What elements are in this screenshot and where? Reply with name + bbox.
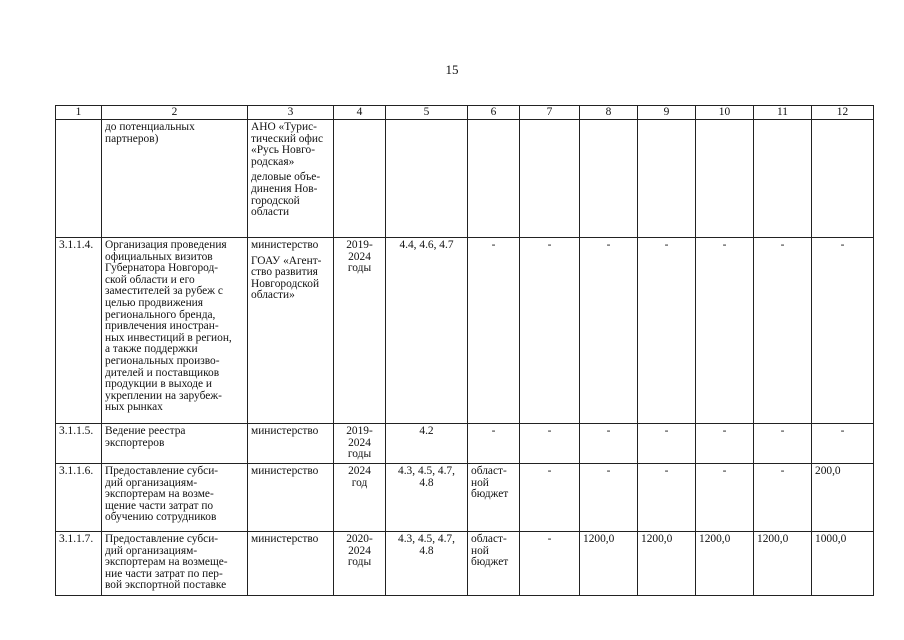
cell-text-line: родская» xyxy=(251,155,295,168)
cell-text-line: 2024 xyxy=(348,465,371,477)
funding-value-cell xyxy=(696,464,754,532)
cell-text-line: экспортерам на возме- xyxy=(105,488,214,501)
cell-text-line: ных рынках xyxy=(105,401,163,414)
funding-value-cell xyxy=(754,464,812,532)
cell-text-line: регионального бренда, xyxy=(105,308,216,321)
executor-cell xyxy=(248,424,334,464)
cell-text-line: - xyxy=(664,239,669,251)
cell-text-line: городской xyxy=(251,194,300,207)
cell-text-line: - xyxy=(606,465,611,477)
cell-text-line: динения Нов- xyxy=(251,182,318,195)
target-indicators-cell xyxy=(386,464,468,532)
cell-text-line: Организация проведения xyxy=(105,239,227,251)
cell-text-line: экспортерам на возмеще- xyxy=(105,556,228,569)
funding-value-cell xyxy=(812,120,874,238)
cell-text-line: годы xyxy=(347,448,372,461)
funding-source-cell xyxy=(468,532,520,596)
measure-number-cell xyxy=(56,238,102,424)
funding-value-cell xyxy=(638,464,696,532)
cell-text-line: до потенциальных xyxy=(105,121,195,133)
table-row xyxy=(56,120,874,238)
cell-text-line: 3.1.1.4. xyxy=(59,239,94,251)
executor-cell xyxy=(248,532,334,596)
column-header: 3 xyxy=(248,106,334,120)
cell-text-line: привлечения иностран- xyxy=(105,320,219,333)
funding-value-cell xyxy=(520,120,580,238)
funding-value-cell xyxy=(520,238,580,424)
table-row xyxy=(56,238,874,424)
funding-value-cell xyxy=(580,238,638,424)
measure-number-cell xyxy=(56,464,102,532)
cell-text-line: - xyxy=(547,465,552,477)
cell-text-line: 2024 xyxy=(348,544,371,557)
cell-text-line: 1200,0 xyxy=(699,533,731,545)
cell-text-line: област- xyxy=(471,533,507,545)
column-header: 9 xyxy=(638,106,696,120)
column-header: 5 xyxy=(386,106,468,120)
cell-text-line: ство развития xyxy=(251,266,318,279)
cell-text-line: региональных произво- xyxy=(105,354,220,367)
funding-value-cell xyxy=(754,120,812,238)
funding-value-cell xyxy=(520,532,580,596)
cell-text-line: 4.3, 4.5, 4.7, xyxy=(398,533,455,545)
cell-text-line: 1200,0 xyxy=(757,533,789,545)
cell-text-line: - xyxy=(547,239,552,251)
cell-text-line: а также поддержки xyxy=(105,343,198,356)
funding-value-cell xyxy=(638,238,696,424)
cell-text-line: бюджет xyxy=(471,488,509,501)
measure-name-cell xyxy=(102,238,248,424)
header-row xyxy=(56,106,874,120)
cell-text-line: ГОАУ «Агент- xyxy=(251,254,322,267)
cell-text-line: - xyxy=(722,425,727,437)
executor-cell xyxy=(248,238,334,424)
cell-text-line: - xyxy=(664,425,669,437)
cell-text-line: 4.2 xyxy=(419,425,434,437)
cell-text-line: 1200,0 xyxy=(583,533,615,545)
measure-number-cell xyxy=(56,424,102,464)
cell-text-line: - xyxy=(840,239,845,251)
cell-text-line: ние части затрат по пер- xyxy=(105,567,223,580)
cell-text-line: - xyxy=(547,533,552,545)
cell-text-line: области» xyxy=(251,289,295,302)
target-indicators-cell xyxy=(386,120,468,238)
column-header: 12 xyxy=(812,106,874,120)
funding-value-cell xyxy=(812,464,874,532)
cell-text-line: министерство xyxy=(251,533,319,545)
table-row xyxy=(56,532,874,596)
funding-value-cell xyxy=(638,532,696,596)
cell-text-line: годы xyxy=(347,556,372,569)
funding-source-cell xyxy=(468,120,520,238)
target-indicators-cell xyxy=(386,238,468,424)
funding-value-cell xyxy=(638,120,696,238)
cell-text-line: деловые объе- xyxy=(251,171,321,184)
funding-source-cell xyxy=(468,464,520,532)
cell-text-line: - xyxy=(722,465,727,477)
funding-value-cell xyxy=(812,424,874,464)
table-row xyxy=(56,424,874,464)
period-cell xyxy=(334,120,386,238)
cell-text-line: - xyxy=(547,425,552,437)
period-cell xyxy=(334,464,386,532)
cell-text-line: - xyxy=(780,465,785,477)
cell-text-line: дителей и поставщиков xyxy=(105,366,220,379)
cell-text-line: Предоставление субси- xyxy=(105,465,219,477)
cell-text-line: 3.1.1.6. xyxy=(59,465,94,477)
cell-text-line: 4.8 xyxy=(419,476,434,489)
executor-cell xyxy=(248,120,334,238)
funding-value-cell xyxy=(754,532,812,596)
cell-text-line: дий организациям- xyxy=(105,476,198,489)
funding-value-cell xyxy=(638,424,696,464)
cell-text-line: 1000,0 xyxy=(815,533,847,545)
cell-text-line: министерство xyxy=(251,425,319,437)
measure-name-cell xyxy=(102,532,248,596)
cell-text-line: ной xyxy=(471,544,489,557)
cell-text-line: ской области и его xyxy=(105,273,195,286)
period-cell xyxy=(334,424,386,464)
table-body xyxy=(56,120,874,596)
cell-text-line: 2019- xyxy=(346,239,373,251)
cell-text-line: экспортеров xyxy=(105,436,165,449)
cell-text-line: област- xyxy=(471,465,507,477)
funding-source-cell xyxy=(468,238,520,424)
period-cell xyxy=(334,532,386,596)
cell-text-line: вой экспортной поставке xyxy=(105,579,227,592)
page-number: 15 xyxy=(445,62,459,77)
cell-text-line: АНО «Турис- xyxy=(251,121,317,133)
funding-value-cell xyxy=(696,532,754,596)
cell-text-line: министерство xyxy=(251,239,319,251)
cell-text-line: обучению сотрудников xyxy=(105,511,217,524)
cell-text-line: бюджет xyxy=(471,556,509,569)
cell-text-line: год xyxy=(351,476,368,489)
column-header: 8 xyxy=(580,106,638,120)
cell-text-line: - xyxy=(840,425,845,437)
funding-value-cell xyxy=(696,424,754,464)
measure-name-cell xyxy=(102,464,248,532)
document-table-container xyxy=(55,105,874,596)
cell-text-line: 3.1.1.5. xyxy=(59,425,94,437)
cell-text-line: годы xyxy=(347,262,372,275)
cell-text-line: 4.4, 4.6, 4.7 xyxy=(399,239,454,251)
cell-text-line: - xyxy=(606,239,611,251)
column-header: 1 xyxy=(56,106,102,120)
funding-value-cell xyxy=(696,120,754,238)
cell-text-line: министерство xyxy=(251,465,319,477)
measure-number-cell xyxy=(56,120,102,238)
cell-text-line: - xyxy=(722,239,727,251)
cell-text-line: ной xyxy=(471,476,489,489)
cell-text-line: укреплении на зарубеж- xyxy=(105,389,222,402)
cell-text-line: 2020- xyxy=(346,533,373,545)
funding-value-cell xyxy=(580,424,638,464)
funding-value-cell xyxy=(520,464,580,532)
executor-cell xyxy=(248,464,334,532)
funding-value-cell xyxy=(812,238,874,424)
funding-value-cell xyxy=(812,532,874,596)
cell-text-line: - xyxy=(606,425,611,437)
cell-text-line: - xyxy=(780,425,785,437)
funding-value-cell xyxy=(580,532,638,596)
cell-text-line: 1200,0 xyxy=(641,533,673,545)
cell-text-line: партнеров) xyxy=(105,132,159,145)
cell-text-line: заместителей за рубеж с xyxy=(105,285,223,298)
column-header: 10 xyxy=(696,106,754,120)
cell-text-line: 200,0 xyxy=(815,465,841,477)
cell-text-line: 2019- xyxy=(346,425,373,437)
measure-name-cell xyxy=(102,120,248,238)
measure-name-cell xyxy=(102,424,248,464)
target-indicators-cell xyxy=(386,424,468,464)
target-indicators-cell xyxy=(386,532,468,596)
cell-text-line: 2024 xyxy=(348,250,371,263)
cell-text-line: 4.8 xyxy=(419,544,434,557)
period-cell xyxy=(334,238,386,424)
cell-text-line: тический офис xyxy=(251,132,323,145)
cell-text-line: - xyxy=(491,239,496,251)
cell-text-line: ных инвестиций в регион, xyxy=(105,331,232,344)
column-header: 4 xyxy=(334,106,386,120)
cell-text-line: продукции в выходе и xyxy=(105,378,212,391)
cell-text-line: щение части затрат по xyxy=(105,499,214,512)
cell-text-line: - xyxy=(780,239,785,251)
cell-text-line: 2024 xyxy=(348,436,371,449)
funding-value-cell xyxy=(754,424,812,464)
funding-source-cell xyxy=(468,424,520,464)
cell-text-line: Предоставление субси- xyxy=(105,533,219,545)
cell-text-line: «Русь Новго- xyxy=(251,144,315,157)
column-header: 11 xyxy=(754,106,812,120)
cell-text-line: - xyxy=(491,425,496,437)
cell-text-line: - xyxy=(664,465,669,477)
cell-text-line: официальных визитов xyxy=(105,250,213,263)
funding-value-cell xyxy=(696,238,754,424)
funding-value-cell xyxy=(580,464,638,532)
column-header: 6 xyxy=(468,106,520,120)
cell-text-line: Новгородской xyxy=(251,277,320,290)
column-header: 7 xyxy=(520,106,580,120)
funding-value-cell xyxy=(520,424,580,464)
cell-text-line: целью продвижения xyxy=(105,296,204,309)
funding-value-cell xyxy=(754,238,812,424)
funding-value-cell xyxy=(580,120,638,238)
cell-text-line: Губернатора Новгород- xyxy=(105,262,219,275)
cell-text-line: области xyxy=(251,206,290,219)
column-header: 2 xyxy=(102,106,248,120)
cell-text-line: 3.1.1.7. xyxy=(59,533,94,545)
table-row xyxy=(56,464,874,532)
cell-text-line: дий организациям- xyxy=(105,544,198,557)
cell-text-line: Ведение реестра xyxy=(105,425,186,437)
cell-text-line: 4.3, 4.5, 4.7, xyxy=(398,465,455,477)
program-measures-table xyxy=(55,105,874,596)
measure-number-cell xyxy=(56,532,102,596)
